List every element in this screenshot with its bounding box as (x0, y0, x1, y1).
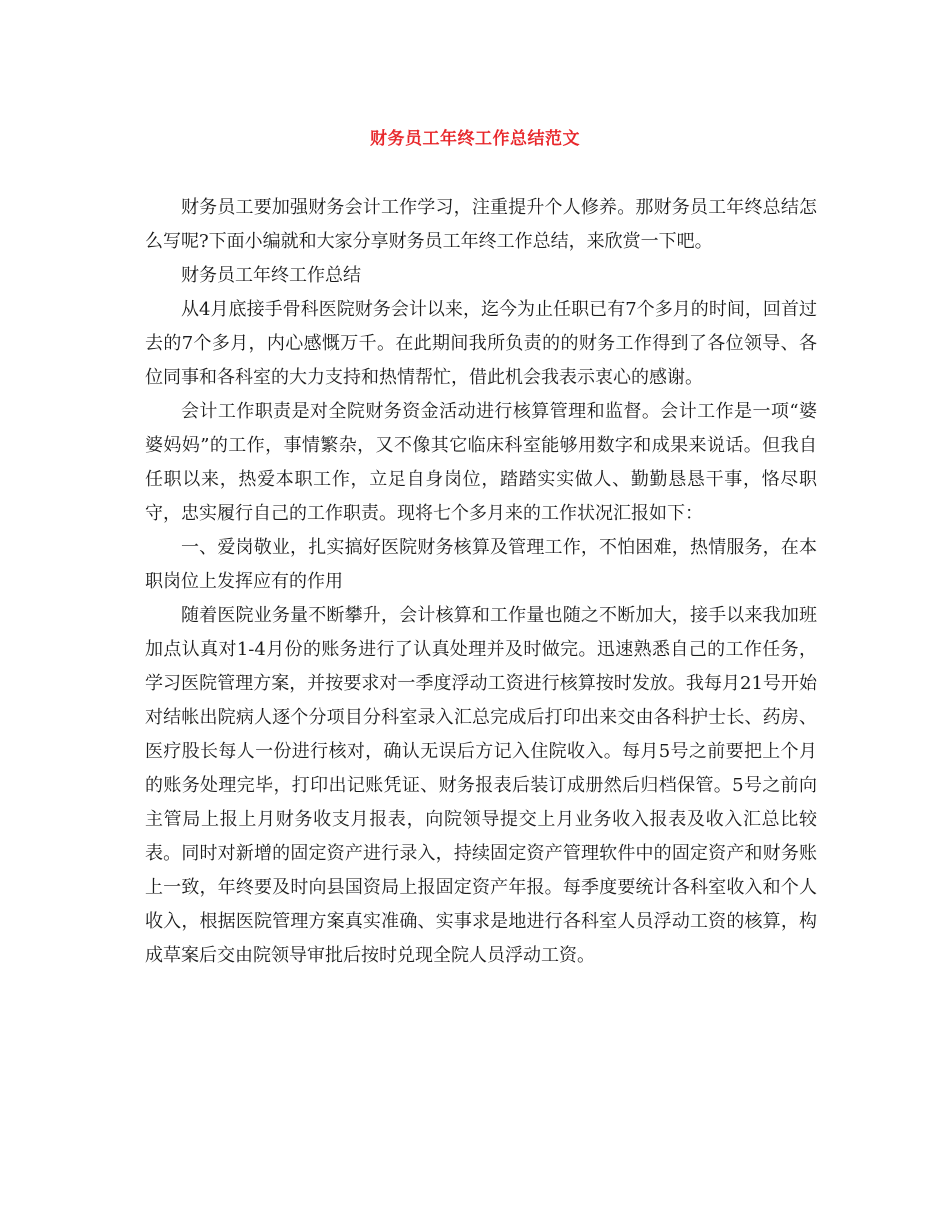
paragraph: 会计工作职责是对全院财务资金活动进行核算管理和监督。会计工作是一项“婆婆妈妈”的工作，事情繁杂，又不像其它临床科室能够用数字和成果来说话。但我自任职以来，热爱本职工作，立足自身岗位，踏踏实实做人、勤勤恳恳干事，恪尽职守，忠实履行自己的工作职责。现将七个多月来的工作状况汇报如下： (145, 401, 817, 524)
paragraph: 随着医院业务量不断攀升，会计核算和工作量也随之不断加大，接手以来我加班加点认真对1-4月份的账务进行了认真处理并及时做完。迅速熟悉自己的工作任务，学习医院管理方案，并按要求对一季度浮动工资进行核算按时发放。我每月21号开始对结帐出院病人逐个分项目分科室录入汇总完成后打印出来交由各科护士长、药房、医疗股长每人一份进行核对，确认无误后方记入住院收入。每月5号之前要把上个月的账务处理完毕，打印出记账凭证、财务报表后装订成册然后归档保管。5号之前向主管局上报上月财务收支月报表，向院领导提交上月业务收入报表及收入汇总比较表。同时对新增的固定资产进行录入，持续固定资产管理软件中的固定资产和财务账上一致，年终要及时向县国资局上报固定资产年报。每季度要统计各科室收入和个人收入，根据医院管理方案真实准确、实事求是地进行各科室人员浮动工资的核算，构成草案后交由院领导审批后按时兑现全院人员浮动工资。 (145, 605, 817, 966)
document-title: 财务员工年终工作总结范文 (370, 129, 580, 149)
paragraph: 从4月底接手骨科医院财务会计以来，迄今为止任职已有7个多月的时间，回首过去的7个多月，内心感慨万千。在此期间我所负责的的财务工作得到了各位领导、各位同事和各科室的大力支持和热情帮忙，借此机会我表示衷心的感谢。 (145, 299, 817, 388)
intro-paragraph: 财务员工要加强财务会计工作学习，注重提升个人修养。那财务员工年终总结怎么写呢?下面小编就和大家分享财务员工年终工作总结，来欣赏一下吧。 (145, 197, 817, 252)
section-heading: 财务员工年终工作总结 (181, 265, 361, 286)
subheading-paragraph: 一、爱岗敬业，扎实搞好医院财务核算及管理工作，不怕困难，热情服务，在本职岗位上发挥应有的作用 (145, 537, 817, 592)
document-body (145, 191, 817, 973)
